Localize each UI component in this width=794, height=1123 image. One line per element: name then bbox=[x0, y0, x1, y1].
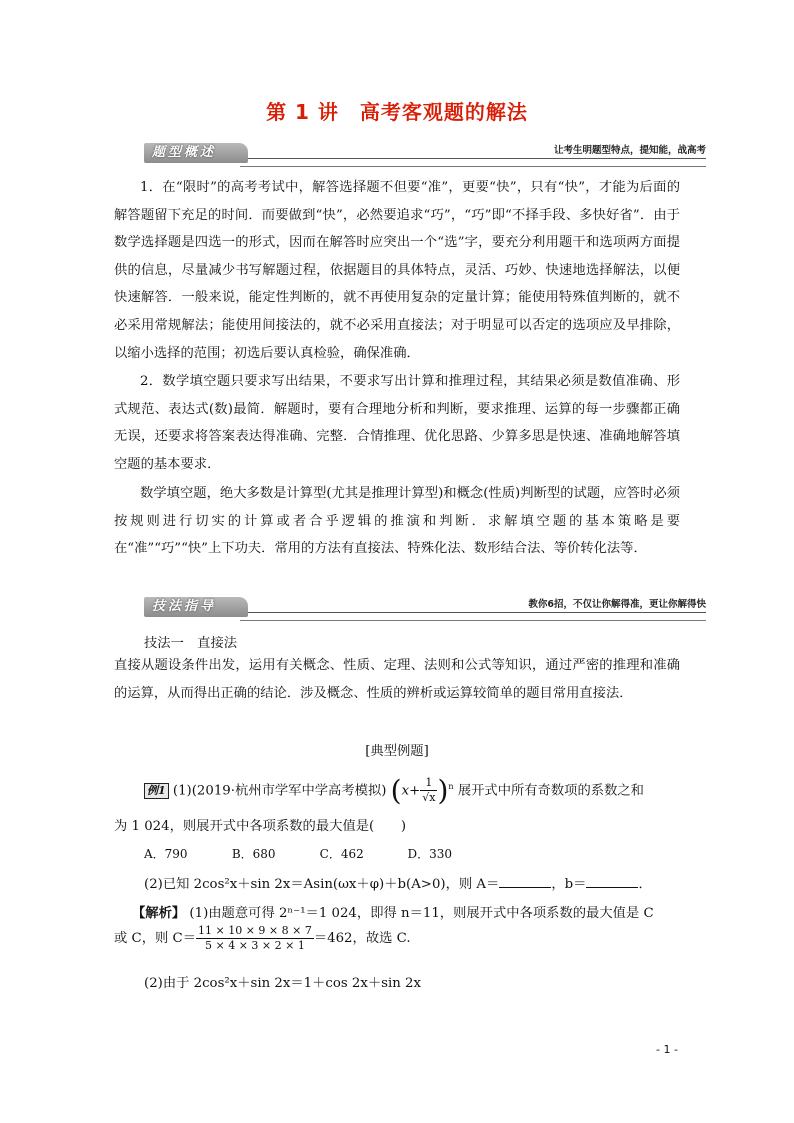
fraction-numerator: 1 bbox=[420, 776, 437, 791]
banner-rule bbox=[240, 166, 706, 167]
solution-fraction bbox=[196, 924, 314, 953]
answer-blank-a bbox=[499, 875, 551, 888]
solution-fraction-denominator: 5 × 4 × 3 × 2 × 1 bbox=[205, 939, 305, 952]
option-b: B．680 bbox=[231, 847, 276, 861]
banner-tab: 题型概述 bbox=[144, 143, 248, 163]
answer-blank-b bbox=[586, 875, 638, 888]
solution-fraction-numerator: 11 × 10 × 9 × 8 × 7 bbox=[198, 924, 312, 937]
banner-rule bbox=[240, 158, 706, 159]
banner-slogan: 教你6招，不仅让你解得准，更让你解得快 bbox=[522, 596, 706, 610]
question-suffix: 展开式中所有奇数项的系数之和 bbox=[457, 783, 644, 799]
banner-tab: 技法指导 bbox=[144, 597, 248, 617]
option-c: C．462 bbox=[319, 847, 364, 861]
fraction bbox=[420, 776, 437, 805]
fraction-denominator: √x bbox=[422, 791, 436, 805]
exponent: n bbox=[448, 782, 454, 791]
example-badge: 例1 bbox=[144, 783, 169, 799]
expr-plus: + bbox=[409, 783, 421, 799]
paragraph-2: 2．数学填空题只要求写出结果，不要求写出计算和推理过程，其结果必须是数值准确、形式规范、表达式(数)最简．解题时，要有合理地分析和判断，要求推理、运算的每一步骤都正确无误，还要求将答案表达得准确、完整．合情推理、优化思路、少算多思是快速、准确地解答填空题的基本要求． bbox=[114, 374, 680, 472]
paragraph-3: 数学填空题，绝大多数是计算型(尤其是推理计算型)和概念(性质)判断型的试题，应答时必须按规则进行切实的计算或者合乎逻辑的推演和判断．求解填空题的基本策略是要在“准”“巧”“快”上下功夫．常用的方法有直接法、特殊化法、数形结合法、等价转化法等． bbox=[114, 486, 680, 557]
banner-slogan: 让考生明题型特点，提知能，战高考 bbox=[548, 142, 706, 156]
paren-left: ( bbox=[390, 773, 402, 807]
method-description: 直接从题设条件出发，运用有关概念、性质、定理、法则和公式等知识，通过严密的推理和准确的运算，从而得出正确的结论．涉及概念、性质的辨析或运算较简单的题目常用直接法． bbox=[114, 658, 680, 701]
solution-line-1 bbox=[132, 902, 654, 921]
banner-rule bbox=[240, 612, 706, 613]
solution-text-2b: ＝462，故选 C. bbox=[313, 931, 411, 946]
solution-text-2a: 或 C，则 C＝ bbox=[114, 931, 196, 946]
option-d: D．330 bbox=[407, 847, 453, 861]
page-title: 第 1 讲 高考客观题的解法 bbox=[266, 100, 528, 124]
question-2-text: (2)已知 2cos²x＋sin 2x＝Asin(ωx＋φ)＋b(A>0)，则 A＝ bbox=[144, 877, 500, 892]
section-banner-techniques bbox=[144, 595, 706, 623]
example-question-2 bbox=[144, 873, 652, 892]
question-2-end: ． bbox=[638, 877, 652, 892]
solution-text-1: (1)由题意可得 2ⁿ⁻¹＝1 024，即得 n＝11，则展开式中各项系数的最大值是 C bbox=[189, 906, 654, 921]
options-row bbox=[144, 845, 491, 862]
option-a: A．790 bbox=[144, 847, 188, 861]
question-source: (1)(2019·杭州市学军中学高考模拟) bbox=[172, 783, 387, 799]
question-1-line-2: 为 1 024，则展开式中各项系数的最大值是( ) bbox=[114, 819, 407, 834]
solution-label: 【解析】 bbox=[132, 906, 186, 921]
expr-x: x bbox=[401, 783, 410, 799]
example-question-1 bbox=[144, 772, 644, 806]
section-banner-overview bbox=[144, 141, 706, 169]
banner-rule bbox=[240, 620, 706, 621]
method-title: 技法一 直接法 bbox=[144, 636, 238, 651]
solution-line-3: (2)由于 2cos²x＋sin 2x＝1＋cos 2x＋sin 2x bbox=[144, 976, 421, 991]
page-number: - 1 - bbox=[656, 1043, 678, 1056]
example-heading: [典型例题] bbox=[365, 744, 429, 759]
question-2-mid: ，b＝ bbox=[551, 877, 587, 892]
solution-line-2 bbox=[114, 924, 411, 954]
paragraph-1: 1．在“限时”的高考考试中，解答选择题不但要“准”，更要“快”，只有“快”，才能为后面的解答题留下充足的时间．而要做到“快”，必然要追求“巧”，“巧”即“不择手段、多快好省”．由于数学选择题是四选一的形式，因而在解答时应突出一个“选”字，要充分利用题干和选项两方面提供的信息，尽量减少书写解题过程，依据题目的具体特点，灵活、巧妙、快速地选择解法，以便快速解答．一般来说，能定性判断的，就不再使用复杂的定量计算；能使用特殊值判断的，就不必采用常规解法；能使用间接法的，就不必采用直接法；对于明显可以否定的选项应及早排除，以缩小选择的范围；初选后要认真检验，确保准确． bbox=[114, 180, 680, 361]
paren-right: ) bbox=[437, 773, 449, 807]
